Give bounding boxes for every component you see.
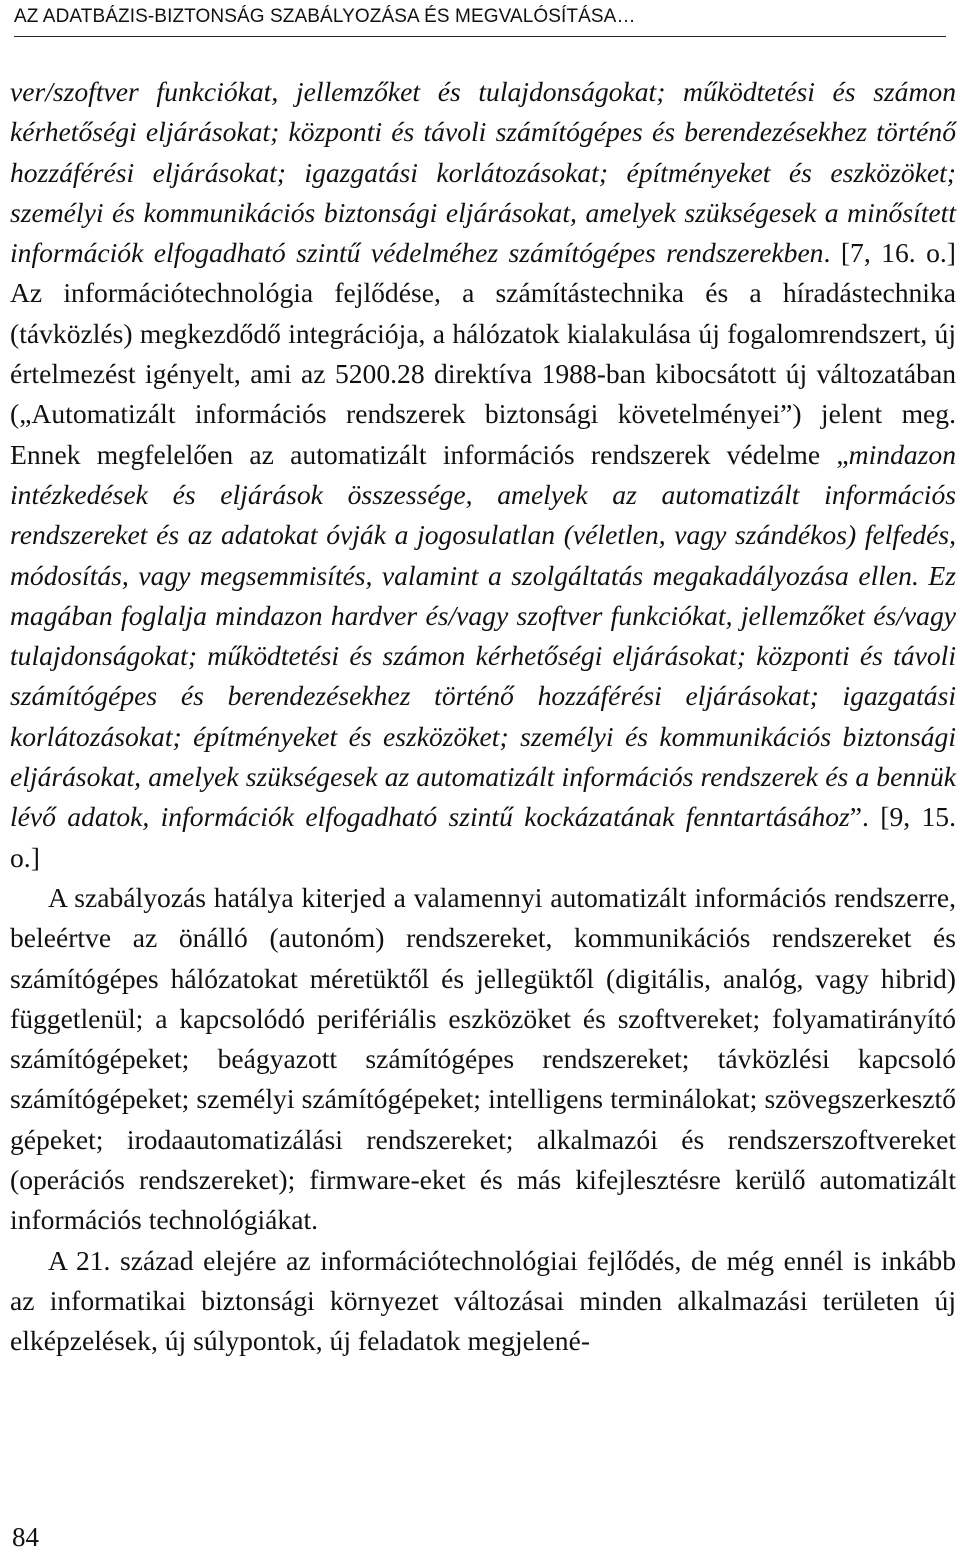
running-header: AZ ADATBÁZIS-BIZTONSÁG SZABÁLYOZÁSA ÉS MEGVALÓSÍTÁSA… xyxy=(14,4,946,37)
citation-text: ”. [9, 15. o.] xyxy=(10,801,956,873)
paragraph-1 xyxy=(10,72,956,878)
page-number: 84 xyxy=(12,1522,39,1552)
body-text xyxy=(10,72,956,1362)
paragraph-text-1: . [7, 16. o.] Az információtechnológia fejlődése, a számítástechnika és a híradástechnika (távközlés) megkezdődő integrációja, a hálózatok kialakulása új fogalomrendszert, új értelmezést igényelt, ami az 5200.28 direktíva 1988-ban kibocsátott új változatában („Automatizált információs rendszerek biztonsági követelményei”) jelent meg. Ennek megfelelően az automatizált információs rendszerek védelme „ xyxy=(10,237,956,470)
paragraph-3: A 21. század elejére az információtechnológiai fejlődés, de még ennél is inkább az informatikai biztonsági környezet változásai minden alkalmazási területen új elképzelések, új súlypontok, új feladatok megjelené- xyxy=(10,1244,956,1357)
paragraph-2: A szabályozás hatálya kiterjed a valamennyi automatizált információs rendszerre, beleértve az önálló (autonóm) rendszereket, kommunikációs rendszereket és számítógépes hálózatokat méretüktől és jellegüktől (digitális, analóg, vagy hibrid) függetlenül; a kapcsolódó perifériális eszközöket és szoftvereket; folyamatirányító számítógépeket; beágyazott számítógépes rendszereket; távközlési kapcsoló számítógépeket; személyi számítógépeket; intelligens terminálokat; szövegszerkesztő gépeket; irodaautomatizálási rendszereket; alkalmazói és rendszerszoftvereket (operációs rendszereket); firmware-eket és más kifejlesztésre kerülő automatizált információs technológiákat. xyxy=(10,881,956,1236)
italic-quote-2: mindazon intézkedések és eljárások összessége, amelyek az automatizált információs rendszereket és az adatokat óvják a jogosulatlan (véletlen, vagy szándékos) felfedés, módosítás, vagy megsemmisítés, valamint a szolgáltatás megakadályozása ellen. Ez magában foglalja mindazon hardver és/vagy szoftver funkciókat, jellemzőket és/vagy tulajdonságokat; működtetési és számon kérhetőségi eljárásokat; központi és távoli számítógépes és berendezésekhez történő hozzáférési eljárásokat; igazgatási korlátozásokat; építményeket és eszközöket; személyi és kommunikációs biztonsági eljárásokat, amelyek szükségesek az automatizált információs rendszerek és a bennük lévő adatok, információk elfogadható szintű kockázatának fenntartásához xyxy=(10,438,956,833)
italic-quote-1: ver/szoftver funkciókat, jellemzőket és tulajdonságokat; működtetési és számon kérhetőségi eljárásokat; központi és távoli számítógépes és berendezésekhez történő hozzáférési eljárásokat; igazgatási korlátozásokat; építményeket és eszközöket; személyi és kommunikációs biztonsági eljárásokat, amelyek szükségesek a minősített információk elfogadható szintű védelméhez számítógépes rendszerekben xyxy=(10,76,956,269)
